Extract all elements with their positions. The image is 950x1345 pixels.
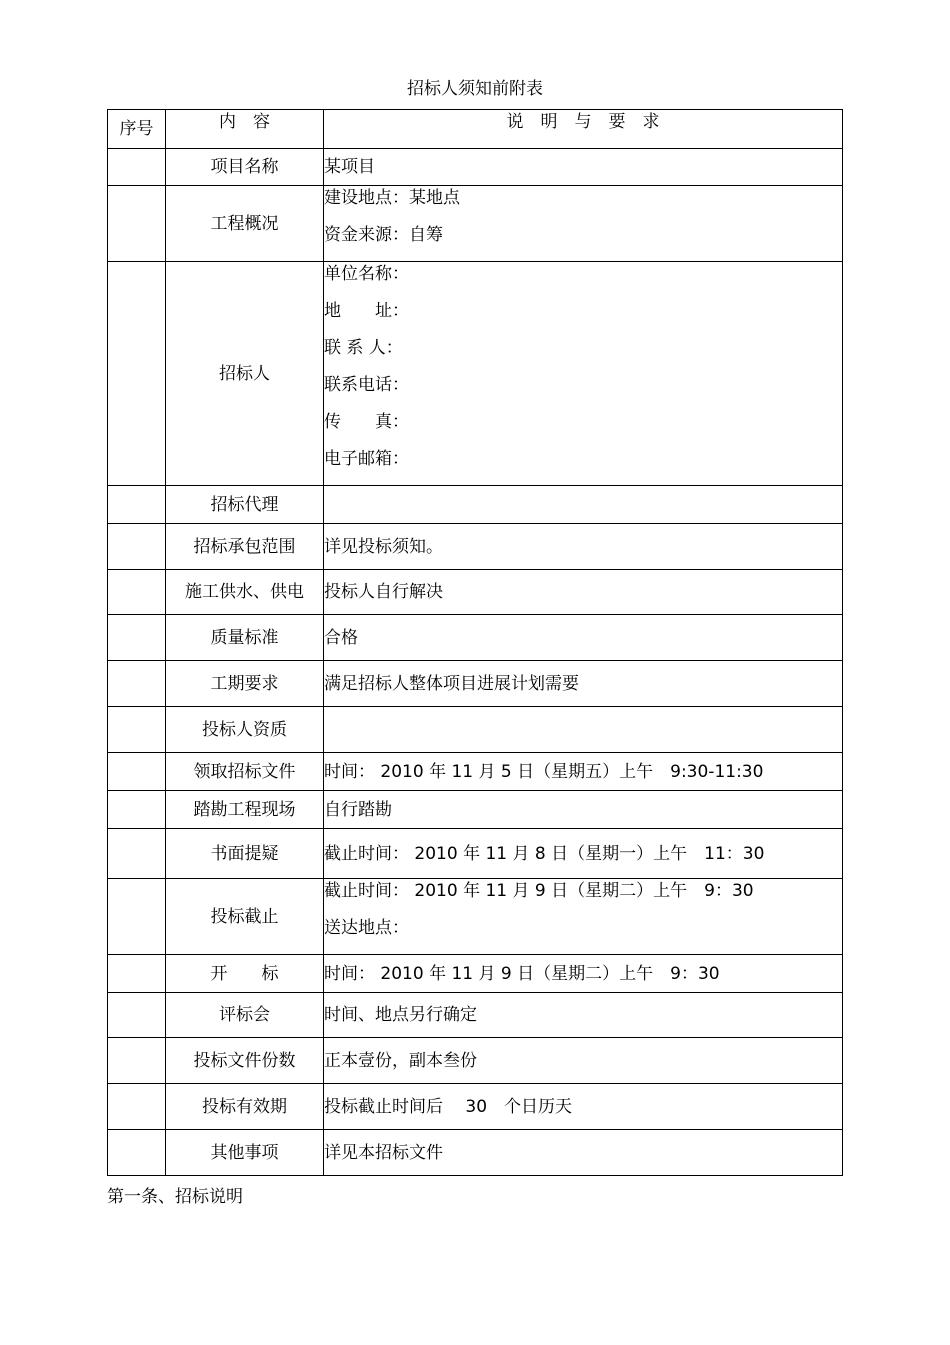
row-seq-cell [108,570,166,615]
table-row [108,753,843,791]
section-heading: 第一条、招标说明 [107,1187,243,1207]
line-gap [324,359,842,374]
row-desc-line: 满足招标人整体项目进展计划需要 [324,673,579,694]
row-seq-cell [108,993,166,1038]
row-desc-line: 合格 [324,627,358,648]
table-row [108,661,843,707]
row-desc-line: 联系电话： [324,375,409,395]
row-item-label: 踏勘工程现场 [166,791,324,829]
row-seq-cell [108,829,166,879]
row-desc-cell [324,615,843,661]
row-item-label: 招标人 [166,262,324,486]
row-seq-cell [108,707,166,753]
row-item-label: 质量标准 [166,615,324,661]
header-item: 内 容 [166,110,324,149]
row-desc-cell [324,753,843,791]
row-item-label: 书面提疑 [166,829,324,879]
table-row [108,262,843,486]
header-seq: 序号 [108,110,166,149]
row-seq-cell [108,186,166,262]
line-gap [324,322,842,337]
row-desc-line: 送达地点： [324,918,409,938]
table-row [108,791,843,829]
row-item-label: 工程概况 [166,186,324,262]
table-row [108,524,843,570]
line-gap [324,285,842,300]
table-row [108,1084,843,1130]
row-desc-cell [324,570,843,615]
row-desc-line: 正本壹份，副本叁份 [324,1050,477,1071]
row-seq-cell [108,791,166,829]
row-seq-cell [108,1130,166,1176]
row-desc-cell [324,1130,843,1176]
row-desc-line: 投标人自行解决 [324,582,443,602]
line-gap [324,433,842,448]
row-item-label: 评标会 [166,993,324,1038]
table-row [108,1130,843,1176]
row-desc-line: 某项目 [324,157,375,177]
row-desc-line: 截止时间： 2010 年 11 月 8 日（星期一）上午 11：30 [324,843,765,864]
row-seq-cell [108,149,166,186]
table-row [108,879,843,955]
row-item-label: 投标截止 [166,879,324,955]
tender-info-table [107,109,843,1176]
row-desc-cell [324,879,843,955]
table-row [108,570,843,615]
row-desc-cell [324,993,843,1038]
row-item-label: 投标人资质 [166,707,324,753]
row-desc-cell [324,791,843,829]
row-desc-cell [324,1084,843,1130]
row-seq-cell [108,753,166,791]
row-desc-cell [324,955,843,993]
row-item-label: 工期要求 [166,661,324,707]
row-seq-cell [108,615,166,661]
row-desc-line: 详见本招标文件 [324,1142,443,1163]
row-seq-cell [108,879,166,955]
row-item-label: 投标有效期 [166,1084,324,1130]
row-desc-line: 详见投标须知。 [324,536,443,557]
row-seq-cell [108,955,166,993]
row-seq-cell [108,1084,166,1130]
row-desc-line: 传 真： [324,412,409,432]
table-header-row [108,110,843,149]
table-row [108,993,843,1038]
row-desc-cell [324,486,843,524]
row-desc-cell [324,186,843,262]
row-desc-line: 时间： 2010 年 11 月 9 日（星期二）上午 9：30 [324,963,720,984]
table-row [108,186,843,262]
row-item-label: 施工供水、供电 [166,570,324,615]
row-desc-line: 单位名称： [324,264,409,284]
row-desc-line: 时间、地点另行确定 [324,1005,477,1025]
row-item-label: 领取招标文件 [166,753,324,791]
row-desc-line: 资金来源：自筹 [324,225,443,245]
row-seq-cell [108,524,166,570]
row-seq-cell [108,262,166,486]
page-title: 招标人须知前附表 [407,79,543,99]
line-gap [324,902,842,917]
table-row [108,955,843,993]
row-desc-line: 截止时间： 2010 年 11 月 9 日（星期二）上午 9：30 [324,881,754,901]
row-seq-cell [108,486,166,524]
table-row [108,615,843,661]
table-row [108,707,843,753]
row-desc-line: 联 系 人： [324,338,403,358]
table-row [108,1038,843,1084]
row-desc-cell [324,149,843,186]
row-item-label: 其他事项 [166,1130,324,1176]
row-desc-line: 地 址： [324,301,409,321]
row-desc-cell [324,661,843,707]
row-desc-line: 电子邮箱： [324,449,409,469]
table-row [108,829,843,879]
row-desc-line: 时间： 2010 年 11 月 5 日（星期五）上午 9:30-11:30 [324,761,764,782]
row-desc-line: 建设地点：某地点 [324,188,460,208]
row-item-label: 项目名称 [166,149,324,186]
row-item-label: 招标代理 [166,486,324,524]
row-desc-line: 自行踏勘 [324,799,392,820]
row-desc-cell [324,262,843,486]
table-row [108,486,843,524]
row-desc-cell [324,829,843,879]
row-desc-cell [324,707,843,753]
line-gap [324,209,842,224]
row-desc-line: 投标截止时间后 30 个日历天 [324,1096,573,1117]
row-item-label: 开 标 [166,955,324,993]
row-seq-cell [108,1038,166,1084]
header-desc: 说 明 与 要 求 [324,110,843,149]
row-item-label: 投标文件份数 [166,1038,324,1084]
row-desc-cell [324,1038,843,1084]
row-seq-cell [108,661,166,707]
table-row [108,149,843,186]
line-gap [324,396,842,411]
row-item-label: 招标承包范围 [166,524,324,570]
row-desc-cell [324,524,843,570]
